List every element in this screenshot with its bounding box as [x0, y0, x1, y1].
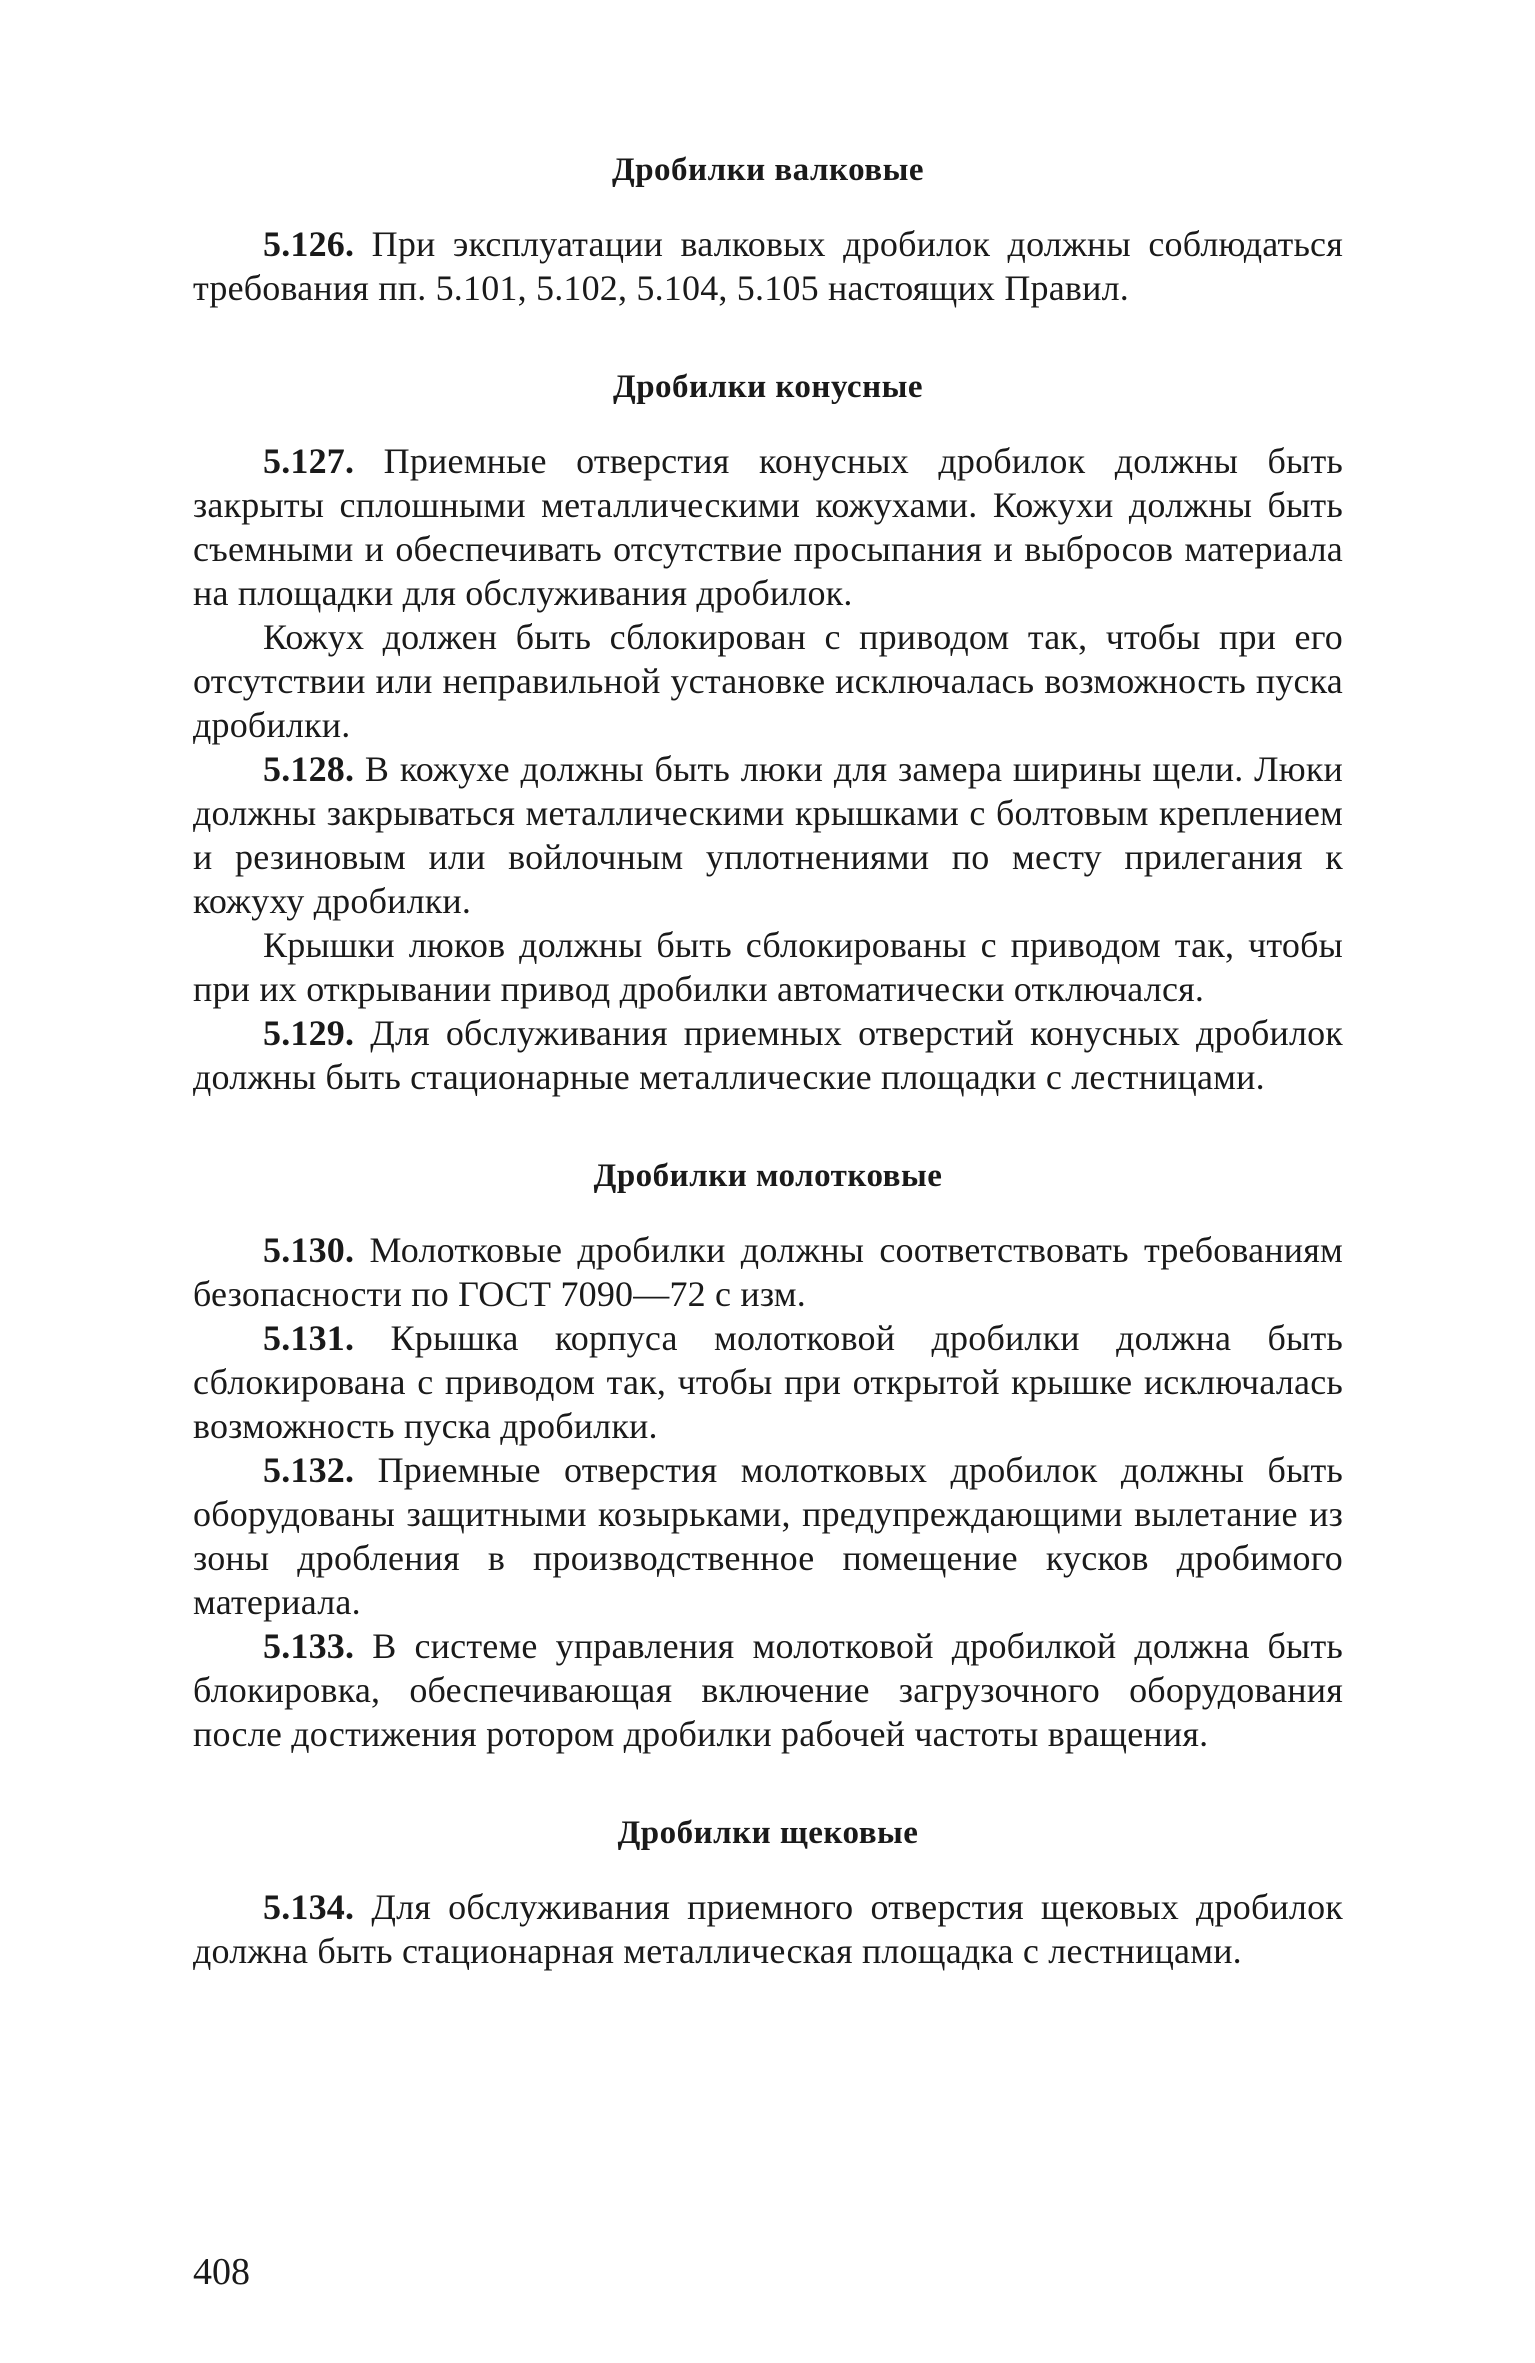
paragraph-number: 5.128.	[263, 749, 355, 789]
paragraph-5-127	[193, 439, 1343, 615]
paragraph-5-129	[193, 1011, 1343, 1099]
paragraph-5-132	[193, 1448, 1343, 1624]
section-heading-roller-crushers: Дробилки валковые	[612, 152, 924, 188]
paragraph-number: 5.133.	[263, 1626, 355, 1666]
paragraph-5-126	[193, 222, 1343, 310]
paragraph-number: 5.131.	[263, 1318, 355, 1358]
paragraph-text: Крышки люков должны быть сблокированы с приводом так, чтобы при их открывании привод дробилки автоматически отключался.	[193, 925, 1343, 1009]
paragraph-5-134	[193, 1885, 1343, 1973]
paragraph-text: Молотковые дробилки должны соответствовать требованиям безопасности по ГОСТ 7090—72 с изм.	[193, 1230, 1343, 1314]
section-heading-cone-crushers: Дробилки конусные	[612, 369, 923, 405]
paragraph-text: Крышка корпуса молотковой дробилки должна быть сблокирована с приводом так, чтобы при открытой крышке исключалась возможность пуска дробилки.	[193, 1318, 1343, 1446]
paragraph-text: При эксплуатации валковых дробилок должны соблюдаться требования пп. 5.101, 5.102, 5.104, 5.105 настоящих Правил.	[193, 224, 1343, 308]
paragraph-5-133	[193, 1624, 1343, 1756]
paragraph-text: В кожухе должны быть люки для замера ширины щели. Люки должны закрываться металлическими крышками с болтовым креплением и резиновым или войлочным уплотнениями по месту прилегания к кожуху дробилки.	[193, 749, 1343, 921]
paragraph-number: 5.134.	[263, 1887, 355, 1927]
paragraph-number: 5.132.	[263, 1450, 355, 1490]
page-number: 408	[193, 2251, 250, 2293]
paragraph-text: Приемные отверстия молотковых дробилок должны быть оборудованы защитными козырьками, предупреждающими вылетание из зоны дробления в производственное помещение кусков дробимого материала.	[193, 1450, 1344, 1622]
paragraph-text: В системе управления молотковой дробилкой должна быть блокировка, обеспечивающая включение загрузочного оборудования после достижения ротором дробилки рабочей частоты вращения.	[193, 1626, 1343, 1754]
section-heading-jaw-crushers: Дробилки щековые	[617, 1815, 919, 1851]
paragraph-number: 5.130.	[263, 1230, 355, 1270]
paragraph-text: Для обслуживания приемного отверстия щековых дробилок должна быть стационарная металлическая площадка с лестницами.	[193, 1887, 1343, 1971]
section-heading-hammer-crushers: Дробилки молотковые	[593, 1158, 943, 1194]
paragraph-number: 5.129.	[263, 1013, 355, 1053]
paragraph-5-127-cont	[193, 615, 1343, 747]
paragraph-5-131	[193, 1316, 1343, 1448]
paragraph-text: Для обслуживания приемных отверстий конусных дробилок должны быть стационарные металлические площадки с лестницами.	[193, 1013, 1343, 1097]
paragraph-number: 5.126.	[263, 224, 355, 264]
paragraph-5-130	[193, 1228, 1343, 1316]
page-content	[193, 120, 1343, 1973]
paragraph-text: Приемные отверстия конусных дробилок должны быть закрыты сплошными металлическими кожухами. Кожухи должны быть съемными и обеспечивать отсутствие просыпания и выбросов материала на площадки для обслуживания дробилок.	[193, 441, 1343, 613]
paragraph-5-128-cont	[193, 923, 1343, 1011]
paragraph-number: 5.127.	[263, 441, 355, 481]
paragraph-text: Кожух должен быть сблокирован с приводом так, чтобы при его отсутствии или неправильной установке исключалась возможность пуска дробилки.	[193, 617, 1343, 745]
paragraph-5-128	[193, 747, 1343, 923]
